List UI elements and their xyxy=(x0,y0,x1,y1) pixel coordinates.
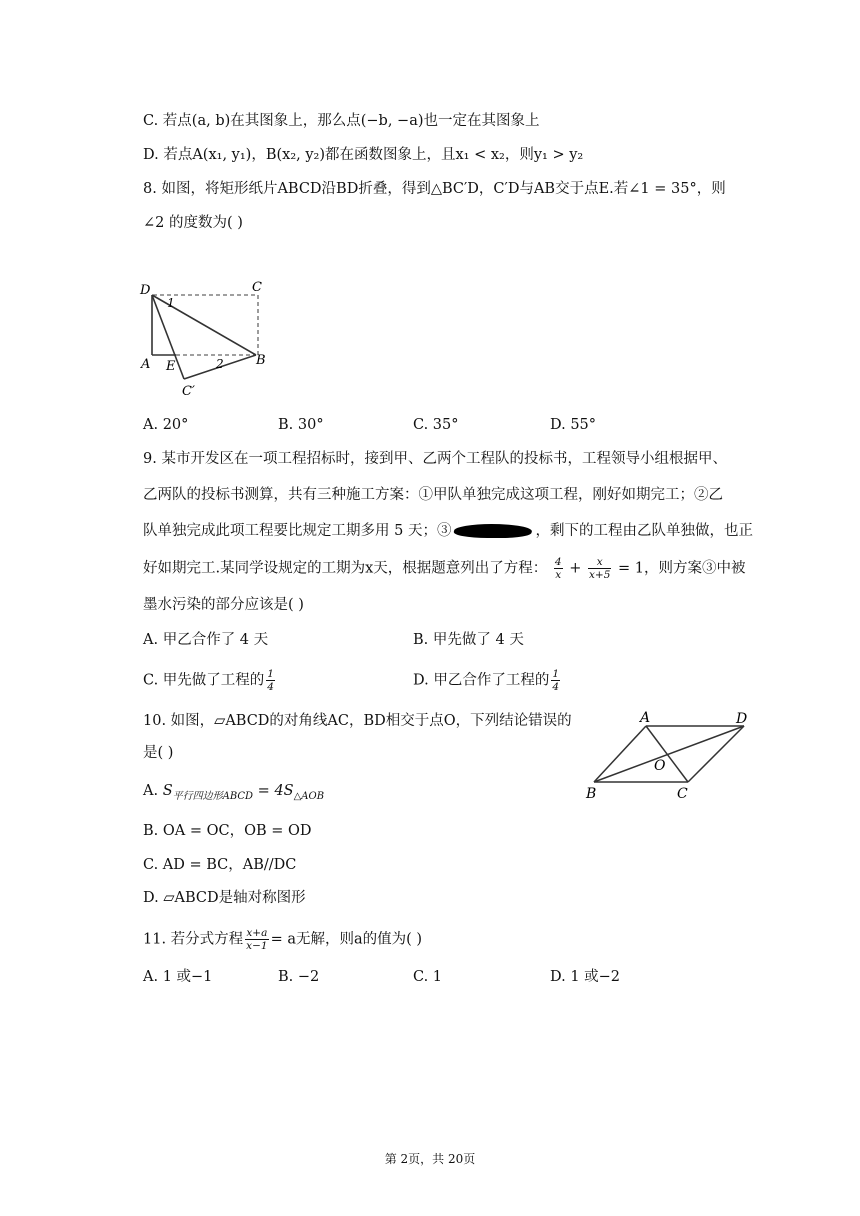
q9-option-c xyxy=(143,668,277,693)
q8-label-B: B xyxy=(256,353,266,368)
q9-stem-line1: 9. 某市开发区在一项工程招标时，接到甲、乙两个工程队的投标书，工程领导小组根据甲、 xyxy=(143,451,727,467)
area-subscript: △AOB xyxy=(293,790,325,802)
q10-option-c: C. AD = BC，AB//DC xyxy=(143,857,297,873)
q9-option-d xyxy=(413,668,562,693)
q11-option-a: A. 1 或−1 xyxy=(143,969,213,985)
equals-four-s: = 4S xyxy=(253,783,294,799)
q10-label-C: C xyxy=(677,786,688,802)
q10-option-d: D. ▱ABCD是轴对称图形 xyxy=(143,890,306,906)
q8-option-b: B. 30° xyxy=(278,417,324,433)
frac-den: x−1 xyxy=(246,940,268,952)
frac-den: x xyxy=(555,569,562,581)
q8-label-2: 2 xyxy=(216,357,224,371)
q9-equation-frac2 xyxy=(588,556,611,581)
q9-stem-line2: 乙两队的投标书测算，共有三种施工方案：①甲队单独完成这项工程，刚好如期完工；②乙 xyxy=(143,487,723,503)
q9-option-d-frac xyxy=(551,668,560,693)
q11-stem-part2: = a无解，则a的值为( ) xyxy=(270,931,423,948)
q9-line3-part1: 队单独完成此项工程要比规定工期多用 5 天；③ xyxy=(143,523,452,539)
option-letter: A. xyxy=(143,783,159,799)
q8-label-Cprime: C′ xyxy=(182,384,195,399)
frac-num: 1 xyxy=(267,668,274,680)
page-footer: 第 2页，共 20页 xyxy=(384,1152,476,1166)
q11-stem-part1: 11. 若分式方程 xyxy=(143,931,244,948)
q11-option-c: C. 1 xyxy=(413,969,443,985)
q10-option-a xyxy=(143,780,324,808)
plus-sign: + xyxy=(569,560,582,577)
q8-option-c: C. 35° xyxy=(413,417,459,433)
q9-option-c-frac xyxy=(266,668,275,693)
q8-figure xyxy=(138,278,278,400)
area-symbol: S xyxy=(162,783,173,799)
q9-option-c-text: C. 甲先做了工程的 xyxy=(143,672,265,689)
q9-line4-part2: = 1，则方案③中被 xyxy=(617,560,746,577)
q8-label-1: 1 xyxy=(167,296,175,310)
q10-stem-line2: 是( ) xyxy=(143,745,174,761)
q9-option-b: B. 甲先做了 4 天 xyxy=(413,632,524,648)
q9-option-a: A. 甲乙合作了 4 天 xyxy=(143,632,269,648)
q10-label-A: A xyxy=(640,710,651,726)
q10-label-O: O xyxy=(654,758,666,774)
q8-option-a: A. 20° xyxy=(143,417,189,433)
q11-option-b: B. −2 xyxy=(278,969,320,985)
q8-label-D: D xyxy=(140,283,151,298)
frac-den: 4 xyxy=(552,681,560,693)
frac-num: x+a xyxy=(246,927,268,939)
q8-stem-line2: ∠2 的度数为( ) xyxy=(143,215,243,231)
q8-option-d: D. 55° xyxy=(550,417,597,433)
q9-equation-frac1 xyxy=(554,556,563,581)
q8-stem-line1: 8. 如图，将矩形纸片ABCD沿BD折叠，得到△BC′D，C′D与AB交于点E.若∠1 = 35°，则 xyxy=(143,181,726,197)
q9-stem-line4 xyxy=(143,556,745,581)
q10-label-D: D xyxy=(736,711,748,727)
q9-line3-part2: ，剩下的工程由乙队单独做，也正 xyxy=(535,523,753,539)
q8-label-A: A xyxy=(141,357,151,372)
q11-fraction xyxy=(245,927,268,952)
q9-stem-line3 xyxy=(143,520,753,542)
frac-num: 4 xyxy=(554,556,562,568)
q10-option-b: B. OA = OC，OB = OD xyxy=(143,823,312,839)
area-subscript: 平行四边形ABCD xyxy=(172,790,254,802)
frac-num: x xyxy=(588,556,611,569)
ink-stain xyxy=(453,524,535,538)
frac-den: 4 xyxy=(267,681,274,693)
q9-line4-part1: 好如期完工.某同学设规定的工期为x天，根据题意列出了方程： xyxy=(143,560,548,577)
q9-option-d-text: D. 甲乙合作了工程的 xyxy=(413,672,550,689)
q10-figure xyxy=(580,708,760,804)
frac-num: 1 xyxy=(552,668,560,680)
q11-option-d: D. 1 或−2 xyxy=(550,969,621,985)
q10-label-B: B xyxy=(586,786,597,802)
frac-den: x+5 xyxy=(588,569,611,581)
q9-stem-line5: 墨水污染的部分应该是( ) xyxy=(143,597,304,613)
q10-stem-line1: 10. 如图，▱ABCD的对角线AC，BD相交于点O，下列结论错误的 xyxy=(143,713,572,729)
q11-stem xyxy=(143,927,422,952)
q7-option-c: C. 若点(a, b)在其图象上，那么点(−b, −a)也一定在其图象上 xyxy=(143,113,540,129)
q8-label-E: E xyxy=(166,359,176,374)
q7-option-d: D. 若点A(x₁, y₁)，B(x₂, y₂)都在函数图象上，且x₁ < x₂，则y₁ > y₂ xyxy=(143,147,584,163)
q8-label-C: C xyxy=(252,280,262,295)
